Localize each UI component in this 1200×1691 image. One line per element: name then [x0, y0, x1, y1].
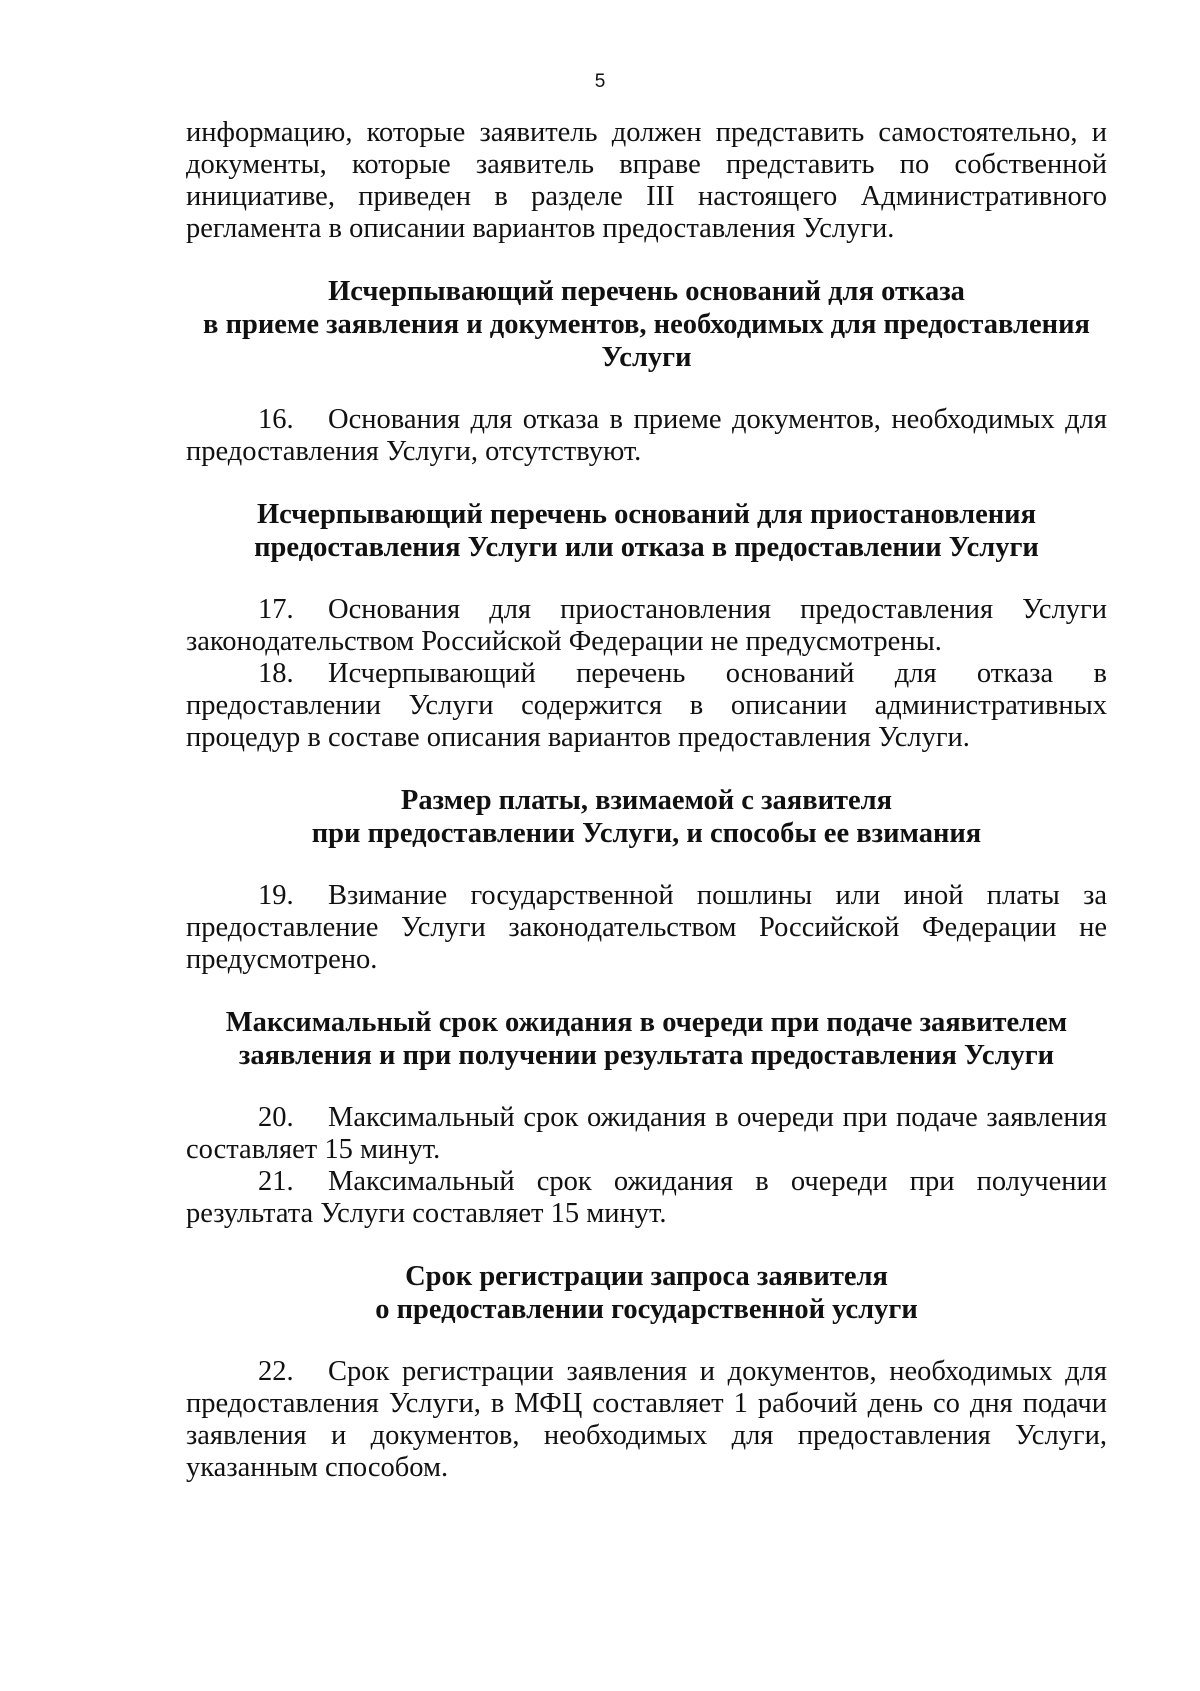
- paragraph-number: 17.: [258, 594, 294, 625]
- section-heading-fee: [186, 784, 1107, 850]
- paragraph-16: [186, 404, 1107, 468]
- heading-line: при предоставлении Услуги, и способы ее взимания: [311, 818, 982, 849]
- intro-paragraph: информацию, которые заявитель должен представить самостоятельно, и документы, которые заявитель вправе представить по собственной инициативе, приведен в разделе III настоящего Административного регламента в описании вариантов предоставления Услуги.: [186, 117, 1107, 244]
- heading-line: Исчерпывающий перечень оснований для приостановления: [256, 499, 1037, 530]
- heading-line: заявления и при получении результата предоставления Услуги: [238, 1040, 1055, 1071]
- paragraph-22: [186, 1356, 1107, 1484]
- heading-line: о предоставлении государственной услуги: [375, 1294, 918, 1325]
- paragraph-21: [186, 1166, 1107, 1230]
- paragraph-text: Основания для отказа в приеме документов, необходимых для предоставления Услуги, отсутствуют.: [186, 404, 1107, 467]
- paragraph-17: [186, 594, 1107, 658]
- paragraph-number: 19.: [258, 880, 294, 911]
- paragraph-number: 22.: [258, 1356, 294, 1387]
- paragraph-number: 21.: [258, 1166, 294, 1197]
- paragraph-text: Исчерпывающий перечень оснований для отказа в предоставлении Услуги содержится в описании административных процедур в составе описания вариантов предоставления Услуги.: [186, 658, 1107, 753]
- document-body: [186, 117, 1107, 1484]
- paragraph-number: 20.: [258, 1102, 294, 1133]
- section-heading-refusal-acceptance: [186, 275, 1107, 374]
- heading-line: Исчерпывающий перечень оснований для отказа: [328, 276, 965, 307]
- section-heading-registration-term: [186, 1260, 1107, 1326]
- paragraph-text: Взимание государственной пошлины или иной платы за предоставление Услуги законодательством Российской Федерации не предусмотрено.: [186, 880, 1107, 975]
- paragraph-text: Срок регистрации заявления и документов, необходимых для предоставления Услуги, в МФЦ составляет 1 рабочий день со дня подачи заявления и документов, необходимых для предоставления Услуги, указанным способом.: [186, 1356, 1107, 1483]
- paragraph-18: [186, 658, 1107, 754]
- section-heading-queue-time: [186, 1006, 1107, 1072]
- paragraph-20: [186, 1102, 1107, 1166]
- paragraph-text: Основания для приостановления предоставления Услуги законодательством Российской Федерации не предусмотрены.: [186, 594, 1107, 657]
- heading-line: Срок регистрации запроса заявителя: [405, 1261, 888, 1292]
- paragraph-number: 18.: [258, 658, 294, 689]
- heading-line: предоставления Услуги или отказа в предоставлении Услуги: [254, 532, 1039, 563]
- paragraph-number: 16.: [258, 404, 294, 435]
- paragraph-text: Максимальный срок ожидания в очереди при подаче заявления составляет 15 минут.: [186, 1102, 1107, 1165]
- paragraph-19: [186, 880, 1107, 976]
- heading-line: Услуги: [601, 342, 692, 373]
- heading-line: в приеме заявления и документов, необходимых для предоставления: [203, 309, 1090, 340]
- heading-line: Максимальный срок ожидания в очереди при подаче заявителем: [225, 1007, 1068, 1038]
- heading-line: Размер платы, взимаемой с заявителя: [400, 785, 893, 816]
- page-number: 5: [594, 71, 606, 92]
- paragraph-text: Максимальный срок ожидания в очереди при получении результата Услуги составляет 15 минут.: [186, 1166, 1107, 1229]
- section-heading-suspension-refusal: [186, 498, 1107, 564]
